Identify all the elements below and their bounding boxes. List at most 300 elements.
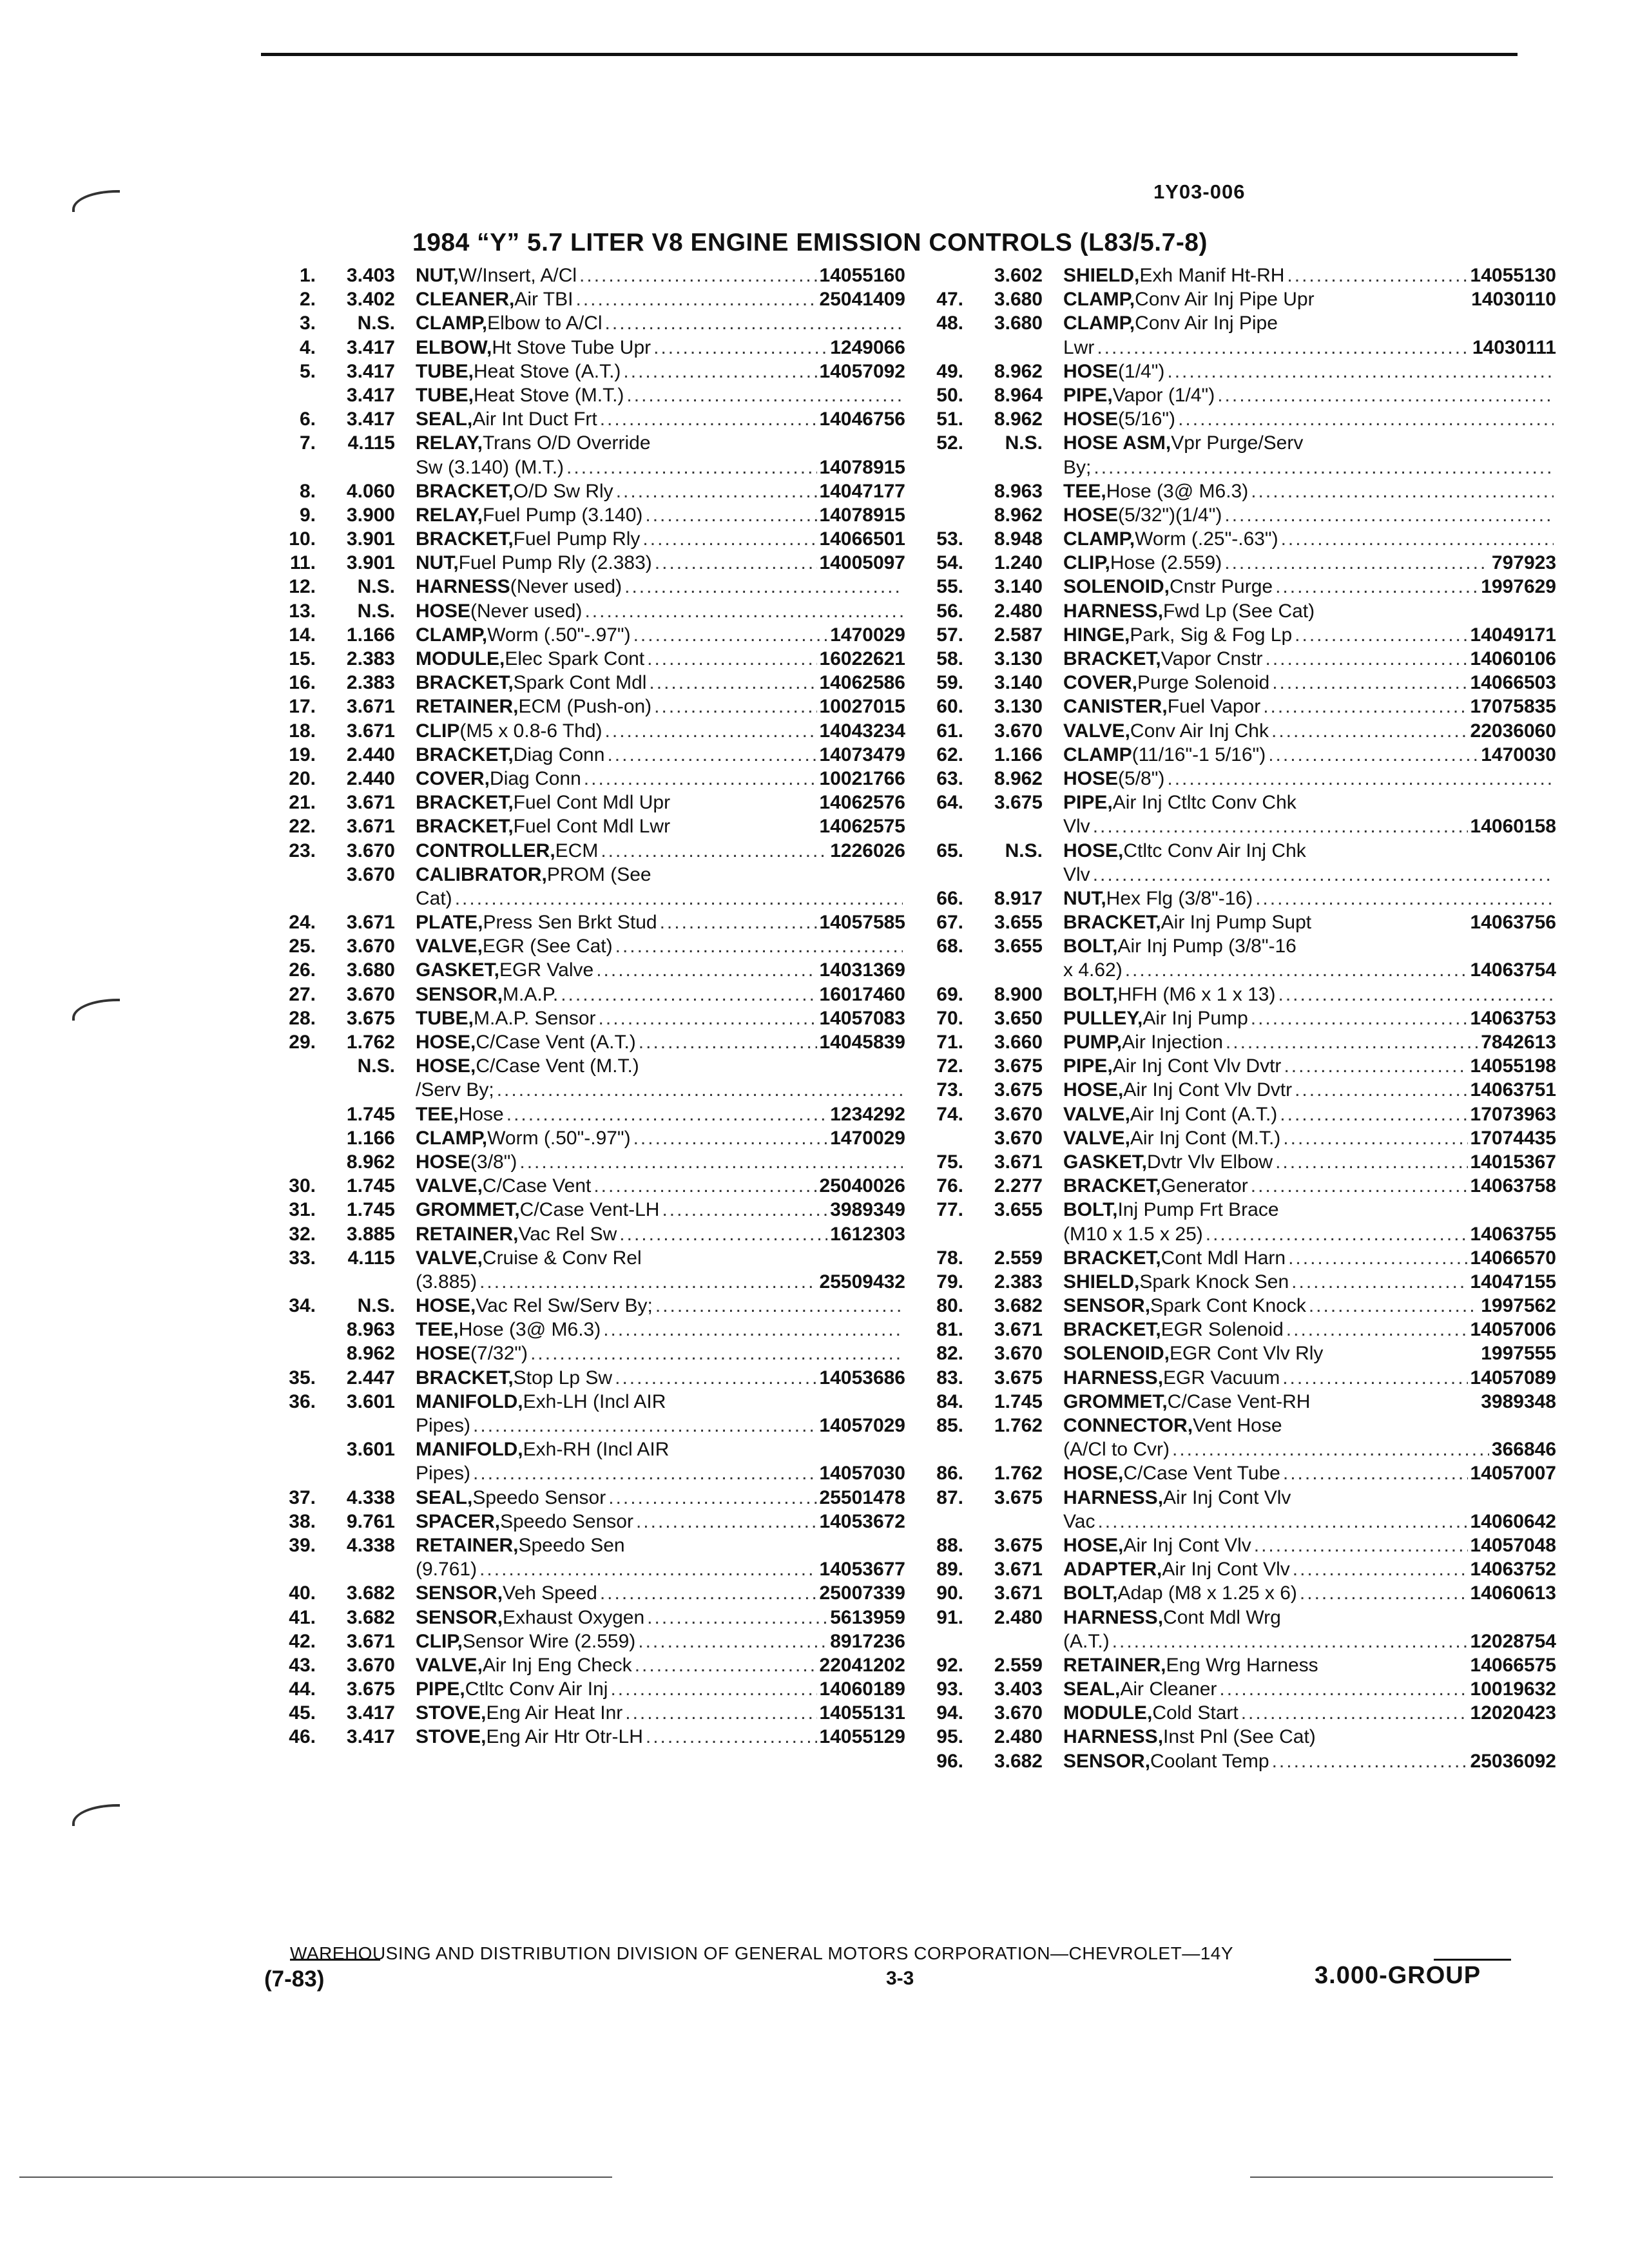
dot-leader — [643, 1725, 817, 1749]
part-detail: Fuel Pump (3.140) — [482, 504, 643, 526]
part-name: VALVE, — [416, 1175, 483, 1197]
top-rule — [261, 53, 1518, 56]
part-number: 14057006 — [1470, 1319, 1556, 1341]
dot-leader — [1297, 1581, 1468, 1605]
part-description — [1063, 503, 1556, 527]
dot-leader — [1269, 671, 1467, 695]
dot-leader — [604, 743, 816, 767]
part-name: CLAMP, — [1063, 289, 1135, 311]
part-description — [416, 1222, 905, 1246]
parts-row — [255, 1606, 905, 1629]
item-number: 87. — [936, 1486, 963, 1508]
group-number: 3.671 — [346, 912, 395, 934]
parts-row — [255, 791, 905, 814]
item-number: 55. — [936, 576, 963, 598]
part-detail: Speedo Sensor — [500, 1510, 633, 1532]
part-description — [416, 1486, 905, 1510]
parts-row — [902, 647, 1556, 671]
part-detail: Hose (3@ M6.3) — [1106, 480, 1249, 502]
dot-leader — [1284, 1318, 1468, 1341]
part-number: 14057585 — [819, 912, 905, 934]
dot-leader — [470, 1461, 816, 1485]
part-description — [1063, 1246, 1556, 1270]
dot-leader — [477, 1270, 816, 1294]
parts-row — [255, 527, 905, 551]
part-name: BRACKET, — [416, 1367, 514, 1389]
part-description — [416, 383, 905, 407]
part-description — [1063, 958, 1556, 982]
item-number: 54. — [936, 552, 963, 574]
dot-leader — [640, 527, 816, 551]
part-detail: EGR (See Cat) — [482, 936, 613, 957]
part-name: SHIELD, — [1063, 1271, 1140, 1293]
group-number: 4.338 — [346, 1534, 395, 1556]
parts-row — [902, 1102, 1556, 1126]
part-detail: EGR Valve — [499, 959, 594, 981]
part-description — [1063, 1533, 1556, 1557]
parts-row — [255, 1126, 905, 1150]
part-name: BOLT, — [1063, 1199, 1118, 1221]
parts-row — [902, 1126, 1556, 1150]
part-description — [1063, 287, 1556, 311]
part-number: 14066501 — [819, 528, 905, 550]
dot-leader — [631, 623, 828, 647]
footer-publisher: WAREHOUSING AND DISTRIBUTION DIVISION OF GENERAL MOTORS CORPORATION—CHEVROLET—14Y — [290, 1943, 1234, 1963]
item-number: 16. — [289, 672, 316, 694]
part-description — [416, 1677, 905, 1701]
bottom-rule-right — [1250, 2177, 1553, 2178]
part-name: GROMMET, — [416, 1199, 520, 1221]
item-number: 11. — [289, 552, 316, 574]
parts-row — [255, 887, 905, 910]
group-number: 8.963 — [994, 480, 1043, 502]
item-number: 8. — [299, 480, 316, 502]
part-description — [1063, 839, 1556, 863]
part-name: BRACKET, — [416, 528, 514, 550]
dot-leader — [1284, 264, 1467, 287]
part-detail: Vpr Purge/Serv — [1171, 432, 1304, 454]
parts-row — [255, 1461, 905, 1485]
part-name: RELAY, — [416, 504, 483, 526]
part-description — [416, 719, 905, 743]
parts-row — [902, 1318, 1556, 1341]
part-number: 14060189 — [819, 1678, 905, 1700]
item-number: 53. — [936, 528, 963, 550]
part-detail: Diag Conn — [513, 744, 605, 765]
group-number: 3.655 — [994, 1199, 1043, 1221]
part-name: GROMMET, — [1063, 1390, 1168, 1412]
part-description — [1063, 934, 1556, 958]
part-description — [1063, 1150, 1556, 1174]
part-name: STOVE, — [416, 1702, 487, 1724]
binder-mark — [72, 190, 120, 212]
group-number: 3.671 — [346, 720, 395, 742]
parts-row — [902, 1461, 1556, 1485]
dot-leader — [622, 1701, 816, 1725]
part-description — [1063, 551, 1556, 575]
part-name: BRACKET, — [416, 480, 514, 502]
parts-row — [255, 1078, 905, 1102]
part-description — [416, 1533, 905, 1557]
dot-leader — [1110, 1629, 1468, 1653]
item-number: 45. — [289, 1702, 316, 1724]
dot-leader — [1248, 479, 1554, 503]
parts-row — [902, 1174, 1556, 1198]
dot-leader — [606, 1486, 816, 1510]
part-number: 14062575 — [819, 816, 905, 838]
part-name: PIPE, — [416, 1678, 465, 1700]
part-description — [416, 887, 905, 910]
part-name: COVER, — [1063, 672, 1138, 694]
item-number: 64. — [936, 792, 963, 814]
part-name: HOSE — [1063, 408, 1119, 430]
part-detail: Hex Flg (3/8"-16) — [1106, 887, 1253, 909]
part-name: VALVE, — [1063, 1103, 1130, 1125]
item-number: 4. — [299, 336, 316, 358]
part-detail: ECM — [555, 840, 599, 861]
part-description — [1063, 1486, 1556, 1510]
part-number: 1226026 — [830, 840, 905, 861]
parts-row — [255, 767, 905, 791]
part-number: 1997629 — [1481, 576, 1556, 598]
parts-row — [255, 1222, 905, 1246]
item-number: 66. — [936, 887, 963, 909]
item-number: 2. — [299, 289, 316, 311]
part-name: SENSOR, — [1063, 1750, 1151, 1772]
group-number: 1.745 — [346, 1103, 395, 1125]
group-number: 3.130 — [994, 696, 1043, 718]
part-detail: Conv Air Inj Pipe Upr — [1135, 289, 1315, 311]
dot-leader — [1222, 551, 1489, 575]
dot-leader — [582, 599, 903, 623]
group-number: 4.115 — [347, 432, 395, 454]
item-number: 40. — [289, 1582, 316, 1604]
item-number: 79. — [936, 1271, 963, 1293]
item-number: 88. — [936, 1534, 963, 1556]
part-detail: PROM (See — [546, 863, 651, 885]
parts-row — [255, 1366, 905, 1390]
group-number: 3.671 — [994, 1559, 1043, 1581]
dot-leader — [1269, 1749, 1468, 1773]
group-number: 8.962 — [346, 1343, 395, 1365]
group-number: 3.675 — [994, 1079, 1043, 1101]
part-description — [416, 1557, 905, 1581]
part-description — [1063, 814, 1556, 838]
dot-leader — [1222, 503, 1554, 527]
parts-row — [902, 1486, 1556, 1510]
parts-row — [255, 599, 905, 623]
part-name: SOLENOID, — [1063, 576, 1170, 598]
part-number: 14055131 — [819, 1702, 905, 1724]
item-number: 85. — [936, 1415, 963, 1436]
group-number: N.S. — [357, 1055, 395, 1077]
group-number: 3.682 — [994, 1750, 1043, 1772]
part-description — [416, 1606, 905, 1629]
part-name: CLIP, — [416, 1630, 463, 1652]
item-number: 50. — [936, 384, 963, 406]
part-description — [416, 599, 905, 623]
part-description — [416, 1725, 905, 1749]
dot-leader — [1277, 1102, 1467, 1126]
group-number: 4.115 — [347, 1247, 395, 1269]
part-description — [1063, 647, 1556, 671]
part-detail: C/Case Vent-LH — [519, 1199, 660, 1221]
part-name: HOSE, — [1063, 1079, 1124, 1101]
part-number: 14078915 — [819, 504, 905, 526]
dot-leader — [597, 1581, 817, 1605]
part-number: 14031369 — [819, 959, 905, 981]
group-number: 3.417 — [346, 384, 395, 406]
part-name: BRACKET, — [1063, 912, 1161, 934]
parts-row — [902, 1078, 1556, 1102]
parts-row — [255, 1198, 905, 1222]
part-description — [1063, 887, 1556, 910]
dot-leader — [1090, 814, 1468, 838]
part-detail: Fuel Pump Rly — [513, 528, 641, 550]
item-number: 25. — [289, 936, 316, 957]
part-description — [1063, 1677, 1556, 1701]
part-number: 14062586 — [819, 672, 905, 694]
parts-row — [902, 1150, 1556, 1174]
group-number: 3.682 — [346, 1582, 395, 1604]
item-number: 23. — [289, 840, 316, 861]
part-name: RELAY, — [416, 432, 483, 454]
part-name: VALVE, — [416, 936, 483, 957]
part-description — [416, 1629, 905, 1653]
parts-row — [255, 1006, 905, 1030]
part-name: CLAMP — [1063, 744, 1132, 765]
part-detail: HFH (M6 x 1 x 13) — [1117, 983, 1276, 1005]
parts-row — [902, 814, 1556, 838]
part-description — [416, 407, 905, 431]
part-name: HARNESS, — [1063, 1367, 1164, 1389]
part-name: NUT, — [1063, 887, 1106, 909]
group-number: 2.559 — [994, 1247, 1043, 1269]
item-number: 59. — [936, 672, 963, 694]
item-number: 73. — [936, 1079, 963, 1101]
parts-row — [902, 1341, 1556, 1365]
item-number: 10. — [289, 528, 316, 550]
group-number: 1.762 — [346, 1032, 395, 1053]
part-number: 14057007 — [1470, 1463, 1556, 1485]
part-detail: Vac Rel Sw/Serv By; — [476, 1295, 653, 1317]
dot-leader — [1269, 719, 1468, 743]
parts-row — [902, 503, 1556, 527]
group-number: 3.900 — [346, 504, 395, 526]
part-description — [416, 1054, 905, 1078]
part-detail: Cnstr Purge — [1170, 576, 1273, 598]
item-number: 93. — [936, 1678, 963, 1700]
part-description — [416, 623, 905, 647]
group-number: 3.675 — [346, 1007, 395, 1029]
part-detail: Speedo Sen — [518, 1534, 625, 1556]
item-number: 14. — [289, 624, 316, 646]
part-detail: Air Inj Cont Vlv — [1123, 1534, 1251, 1556]
part-number: 366846 — [1491, 1439, 1556, 1461]
parts-row — [902, 719, 1556, 743]
part-detail: (1/4") — [1118, 360, 1165, 382]
part-number: 17075835 — [1470, 696, 1556, 718]
part-detail: Sw (3.140) (M.T.) — [416, 456, 564, 478]
footer-date: (7-83) — [264, 1966, 325, 1992]
part-number: 14073479 — [819, 744, 905, 765]
dot-leader — [577, 264, 816, 287]
part-name: HOSE, — [416, 1032, 476, 1053]
dot-leader — [593, 958, 816, 982]
part-detail: Ctltc Conv Air Inj — [465, 1678, 608, 1700]
parts-row — [902, 1581, 1556, 1605]
part-description — [1063, 1701, 1556, 1725]
group-number: 3.670 — [346, 840, 395, 861]
item-number: 78. — [936, 1247, 963, 1269]
part-description — [1063, 360, 1556, 383]
group-number: 3.671 — [346, 816, 395, 838]
page-code: 1Y03-006 — [1153, 180, 1246, 203]
part-name: SENSOR, — [416, 1582, 503, 1604]
dot-leader — [1090, 863, 1554, 887]
parts-row — [255, 264, 905, 287]
item-number: 43. — [289, 1654, 316, 1676]
item-number: 89. — [936, 1559, 963, 1581]
group-number: 3.140 — [994, 576, 1043, 598]
parts-row — [902, 934, 1556, 958]
group-number: 3.901 — [346, 528, 395, 550]
part-number: 1234292 — [830, 1103, 905, 1125]
part-name: GASKET, — [416, 959, 500, 981]
item-number: 46. — [289, 1726, 316, 1748]
part-name: VALVE, — [416, 1654, 483, 1676]
part-description — [1063, 1725, 1556, 1749]
dot-leader — [1175, 407, 1554, 431]
part-name: SEAL, — [416, 408, 473, 430]
part-detail: Veh Speed — [503, 1582, 597, 1604]
group-number: 3.417 — [346, 408, 395, 430]
part-description — [1063, 575, 1556, 599]
part-detail: Generator — [1161, 1175, 1248, 1197]
group-number: 3.601 — [346, 1439, 395, 1461]
parts-row — [255, 719, 905, 743]
parts-row — [255, 743, 905, 767]
part-detail: Air TBI — [514, 289, 574, 311]
parts-row — [255, 647, 905, 671]
part-number: 14063758 — [1470, 1175, 1556, 1197]
part-description — [416, 1270, 905, 1294]
part-description — [416, 1461, 905, 1485]
parts-row — [255, 287, 905, 311]
group-number: 3.402 — [346, 289, 395, 311]
part-detail: C/Case Vent Tube — [1123, 1463, 1280, 1485]
item-number: 63. — [936, 767, 963, 789]
dot-leader — [598, 839, 827, 863]
part-description — [416, 791, 905, 814]
part-name: MODULE, — [1063, 1702, 1153, 1724]
group-number: 3.601 — [346, 1390, 395, 1412]
part-detail: (A/Cl to Cvr) — [1063, 1439, 1170, 1461]
parts-row — [255, 1629, 905, 1653]
dot-leader — [1292, 623, 1467, 647]
part-name: SEAL, — [416, 1486, 473, 1508]
part-detail: Cont Mdl Wrg — [1163, 1606, 1281, 1628]
part-description — [1063, 336, 1556, 360]
part-detail: Adap (M8 x 1.25 x 6) — [1117, 1582, 1297, 1604]
dot-leader — [573, 287, 816, 311]
part-number: 14063755 — [1470, 1223, 1556, 1245]
dot-leader — [1217, 1677, 1467, 1701]
group-number: N.S. — [1005, 840, 1043, 861]
part-detail: By; — [1063, 456, 1092, 478]
part-name: VALVE, — [1063, 1127, 1130, 1149]
part-description — [416, 1341, 905, 1365]
item-number: 6. — [299, 408, 316, 430]
item-number: 56. — [936, 600, 963, 622]
part-description — [416, 1006, 905, 1030]
group-number: 3.901 — [346, 552, 395, 574]
part-number: 1470030 — [1481, 744, 1556, 765]
part-detail: Worm (.50"-.97") — [487, 1127, 631, 1149]
part-detail: C/Case Vent (A.T.) — [476, 1032, 636, 1053]
part-name: RETAINER, — [416, 696, 519, 718]
part-description — [1063, 1174, 1556, 1198]
part-name: BRACKET, — [416, 672, 514, 694]
part-description — [1063, 1414, 1556, 1437]
part-detail: O/D Sw Rly — [513, 480, 613, 502]
item-number: 22. — [289, 816, 316, 838]
item-number: 27. — [289, 983, 316, 1005]
footer-page-number: 3-3 — [886, 1968, 914, 1989]
parts-row — [255, 1581, 905, 1605]
part-description — [1063, 767, 1556, 791]
part-detail: (3.885) — [416, 1271, 477, 1293]
dot-leader — [1278, 527, 1554, 551]
group-number: 3.675 — [994, 1367, 1043, 1389]
group-number: N.S. — [357, 1295, 395, 1317]
part-number: 16017460 — [819, 983, 905, 1005]
part-description — [1063, 599, 1556, 623]
item-number: 44. — [289, 1678, 316, 1700]
item-number: 76. — [936, 1175, 963, 1197]
part-detail: Inj Pump Frt Brace — [1117, 1199, 1279, 1221]
parts-row — [255, 1557, 905, 1581]
group-number: 3.671 — [346, 1630, 395, 1652]
part-name: CONNECTOR, — [1063, 1415, 1193, 1436]
dot-leader — [632, 1653, 817, 1677]
part-name: TUBE, — [416, 360, 474, 382]
part-description — [416, 983, 905, 1006]
part-description — [416, 1581, 905, 1605]
part-detail: Exh Manif Ht-RH — [1139, 265, 1285, 286]
item-number: 65. — [936, 840, 963, 861]
group-number: 2.277 — [994, 1175, 1043, 1197]
group-number: 9.761 — [346, 1510, 395, 1532]
part-number: 14055130 — [1470, 265, 1556, 286]
group-number: 3.680 — [994, 289, 1043, 311]
part-description — [416, 575, 905, 599]
part-name: BRACKET, — [416, 744, 514, 765]
part-number: 14055198 — [1470, 1055, 1556, 1077]
dot-leader — [602, 719, 817, 743]
parts-row — [255, 503, 905, 527]
part-detail: Air Inj Cont (M.T.) — [1130, 1127, 1281, 1149]
group-number: 8.948 — [994, 528, 1043, 550]
parts-row — [902, 1390, 1556, 1414]
part-name: PIPE, — [1063, 792, 1113, 814]
parts-row — [255, 1510, 905, 1533]
item-number: 12. — [289, 576, 316, 598]
part-description — [1063, 1341, 1556, 1365]
dot-leader — [1095, 1510, 1467, 1533]
part-description — [1063, 1270, 1556, 1294]
group-number: 3.671 — [346, 792, 395, 814]
